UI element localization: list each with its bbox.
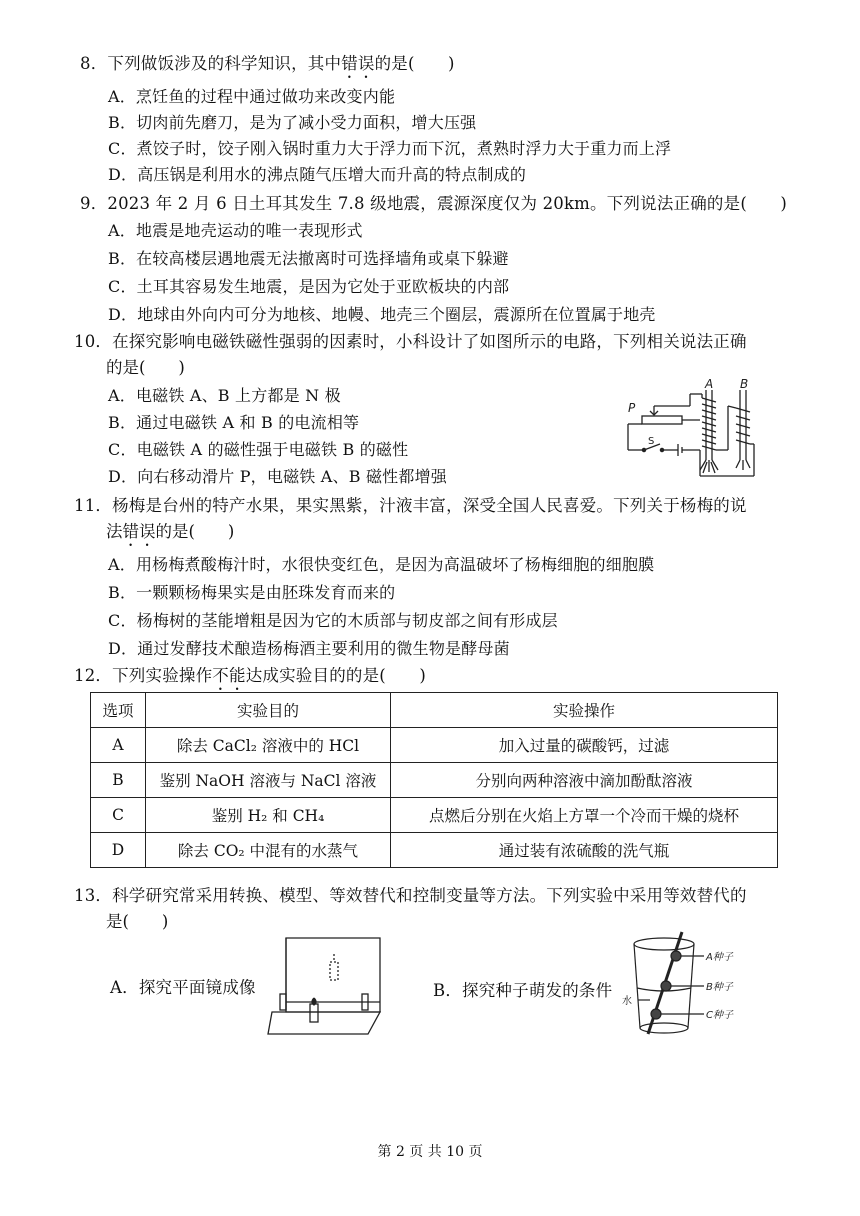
q10-option-d: D．向右移动滑片 P，电磁铁 A、B 磁性都增强 <box>108 467 447 486</box>
q13-option-b: B．探究种子萌发的条件 <box>433 981 613 1000</box>
table-cell: 分别向两种溶液中滴加酚酞溶液 <box>391 763 778 798</box>
table-row <box>91 798 778 833</box>
table-row <box>91 763 778 798</box>
table-cell: 除去 CaCl₂ 溶液中的 HCl <box>146 728 391 763</box>
q8-stem: 8．下列做饭涉及的科学知识，其中错误的是( ) <box>80 54 455 73</box>
q10-stem-line1: 10．在探究影响电磁铁磁性强弱的因素时，小科设计了如图所示的电路，下列相关说法正确 <box>74 332 747 351</box>
q13-stem-line1: 13．科学研究常采用转换、模型、等效替代和控制变量等方法。下列实验中采用等效替代的 <box>74 886 747 905</box>
experiment-table <box>90 692 778 868</box>
table-cell: C <box>91 798 146 833</box>
q11-stem-line1: 11．杨梅是台州的特产水果，果实黑紫，汁液丰富，深受全国人民喜爱。下列关于杨梅的说 <box>74 496 747 515</box>
table-cell: 鉴别 NaOH 溶液与 NaCl 溶液 <box>146 763 391 798</box>
q9-option-a: A．地震是地壳运动的唯一表现形式 <box>108 221 363 240</box>
table-cell: 通过装有浓硫酸的洗气瓶 <box>391 833 778 868</box>
table-header: 实验操作 <box>391 693 778 728</box>
table-row <box>91 833 778 868</box>
table-cell: 点燃后分别在火焰上方罩一个冷而干燥的烧杯 <box>391 798 778 833</box>
figure-label-a: A <box>705 378 714 391</box>
q8-option-b: B．切肉前先磨刀，是为了减小受力面积，增大压强 <box>108 113 477 132</box>
q11-stem-line2: 法错误的是( ) <box>106 522 235 541</box>
table-cell: 除去 CO₂ 中混有的水蒸气 <box>146 833 391 868</box>
q9-option-c: C．土耳其容易发生地震，是因为它处于亚欧板块的内部 <box>108 277 510 296</box>
figure-label-p: P <box>628 401 636 415</box>
q11-option-c: C．杨梅树的茎能增粗是因为它的木质部与韧皮部之间有形成层 <box>108 611 558 630</box>
q8-option-d: D．高压锅是利用水的沸点随气压增大而升高的特点制成的 <box>108 165 527 184</box>
table-row <box>91 728 778 763</box>
q9-option-b: B．在较高楼层遇地震无法撤离时可选择墙角或桌下躲避 <box>108 249 509 268</box>
q9-option-d: D．地球由外向内可分为地核、地幔、地壳三个圈层，震源所在位置属于地壳 <box>108 305 656 324</box>
q8-option-a: A．烹饪鱼的过程中通过做功来改变内能 <box>108 87 396 106</box>
figure-label-b: B <box>740 378 749 391</box>
q11-option-a: A．用杨梅煮酸梅汁时，水很快变红色，是因为高温破坏了杨梅细胞的细胞膜 <box>108 555 655 574</box>
q9-stem: 9．2023 年 2 月 6 日土耳其发生 7.8 级地震，震源深度仅为 20km。下列说法正确的是( ) <box>80 194 787 213</box>
figure-label-s: S <box>648 436 655 447</box>
q8-option-c: C．煮饺子时，饺子刚入锅时重力大于浮力而下沉，煮熟时浮力大于重力而上浮 <box>108 139 672 158</box>
q13-stem-line2: 是( ) <box>106 912 169 931</box>
electromagnet-circuit-figure <box>620 378 770 483</box>
table-header-row <box>91 693 778 728</box>
table-header: 选项 <box>91 693 146 728</box>
table-cell: A <box>91 728 146 763</box>
table-cell: D <box>91 833 146 868</box>
water-label: 水 <box>622 996 632 1007</box>
table-cell: 鉴别 H₂ 和 CH₄ <box>146 798 391 833</box>
q11-option-d: D．通过发酵技术酿造杨梅酒主要利用的微生物是酵母菌 <box>108 639 510 658</box>
q12-stem: 12．下列实验操作不能达成实验目的的是( ) <box>74 666 426 685</box>
q10-stem-line2: 的是( ) <box>106 358 185 377</box>
q13-option-a: A．探究平面镜成像 <box>110 978 256 997</box>
table-cell: B <box>91 763 146 798</box>
seed-label-a: A种子 <box>706 952 733 963</box>
page-footer: 第 2 页 共 10 页 <box>377 1144 483 1160</box>
q10-option-b: B．通过电磁铁 A 和 B 的电流相等 <box>108 413 360 432</box>
seed-label-b: B种子 <box>706 982 733 993</box>
seed-germination-figure <box>620 930 770 1040</box>
q10-option-a: A．电磁铁 A、B 上方都是 N 极 <box>108 386 341 405</box>
q10-option-c: C．电磁铁 A 的磁性强于电磁铁 B 的磁性 <box>108 440 409 459</box>
plane-mirror-figure <box>262 932 392 1042</box>
q11-option-b: B．一颗颗杨梅果实是由胚珠发育而来的 <box>108 583 396 602</box>
table-header: 实验目的 <box>146 693 391 728</box>
seed-label-c: C种子 <box>706 1010 733 1021</box>
table-cell: 加入过量的碳酸钙，过滤 <box>391 728 778 763</box>
